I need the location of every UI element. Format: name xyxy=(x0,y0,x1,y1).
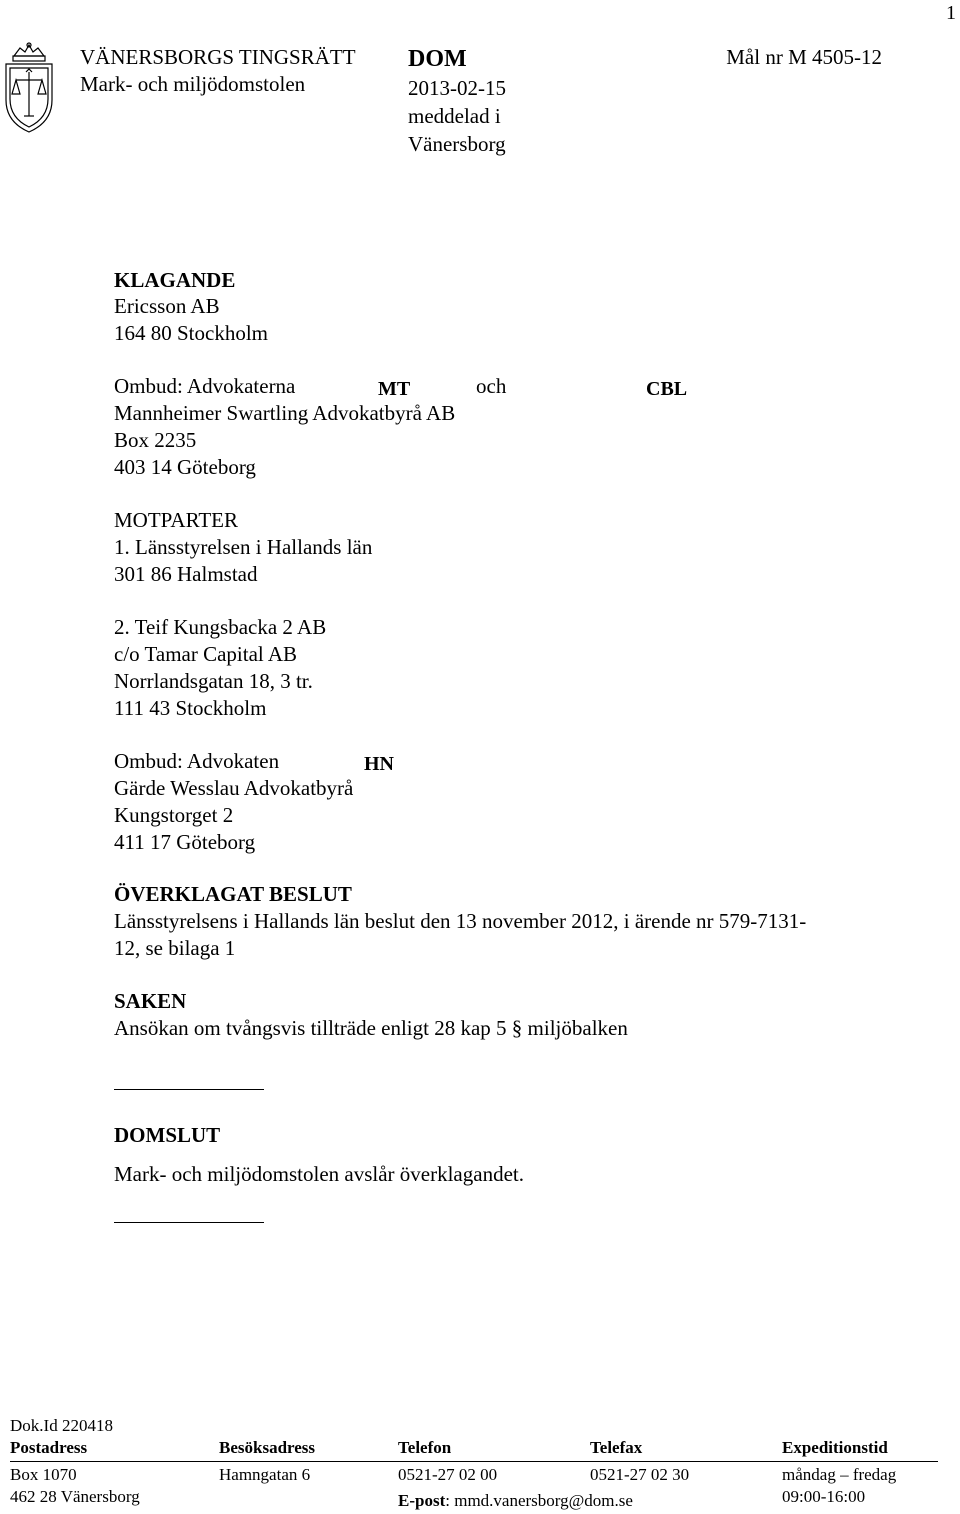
doc-delivered: meddelad i xyxy=(408,104,501,128)
footer-heading-telefon: Telefon xyxy=(398,1438,452,1457)
klagande-ombud-address xyxy=(114,400,455,481)
divider-line xyxy=(114,1222,264,1223)
doc-type: DOM xyxy=(408,46,467,72)
address-line: 301 86 Halmstad xyxy=(114,562,258,586)
court-name: VÄNERSBORGS TINGSRÄTT xyxy=(80,45,356,69)
address-line: 164 80 Stockholm xyxy=(114,321,269,345)
klagande-ombud-prefix: Ombud: Advokaterna xyxy=(114,374,296,398)
text-line: 12, se bilaga 1 xyxy=(114,936,236,960)
motpart-1 xyxy=(114,534,372,588)
overklagat-heading: ÖVERKLAGAT BESLUT xyxy=(114,882,352,906)
address-line: 111 43 Stockholm xyxy=(114,696,267,720)
case-number: Mål nr M 4505-12 xyxy=(726,45,882,69)
footer-besoksadress xyxy=(219,1464,310,1486)
footer-line: 0521-27 02 00 xyxy=(398,1465,498,1484)
page-number: 1 xyxy=(946,2,956,24)
klagande-ombud-initials-1: MT xyxy=(378,378,411,400)
footer-line: 09:00-16:00 xyxy=(782,1487,866,1506)
footer-expeditionstid xyxy=(782,1464,896,1508)
footer-heading-postadress: Postadress xyxy=(10,1438,88,1457)
saken-heading: SAKEN xyxy=(114,989,187,1013)
footer-line: 0521-27 02 30 xyxy=(590,1465,690,1484)
motpart-ombud-prefix: Ombud: Advokaten xyxy=(114,749,280,773)
footer-heading-telefax: Telefax xyxy=(590,1438,643,1457)
address-line: 411 17 Göteborg xyxy=(114,830,256,854)
footer-line: Box 1070 xyxy=(10,1465,77,1484)
address-line: Ericsson AB xyxy=(114,294,220,318)
motparter-heading: MOTPARTER xyxy=(114,508,238,532)
divider-line xyxy=(114,1089,264,1090)
doc-date: 2013-02-15 xyxy=(408,76,506,100)
saken-text: Ansökan om tvångsvis tillträde enligt 28 kap 5 § miljöbalken xyxy=(114,1016,628,1040)
footer-heading-besoksadress: Besöksadress xyxy=(219,1438,316,1457)
address-line: 2. Teif Kungsbacka 2 AB xyxy=(114,615,327,639)
dok-id: Dok.Id 220418 xyxy=(10,1416,113,1435)
motpart-ombud-address xyxy=(114,775,353,856)
address-line: Box 2235 xyxy=(114,428,197,452)
footer-postadress xyxy=(10,1464,140,1508)
klagande-ombud-och: och xyxy=(476,374,507,398)
court-seal-icon xyxy=(0,42,58,134)
overklagat-text xyxy=(114,908,806,962)
klagande-heading: KLAGANDE xyxy=(114,268,236,292)
footer-rule xyxy=(10,1461,938,1462)
footer-line: Hamngatan 6 xyxy=(219,1465,311,1484)
footer-telefax xyxy=(590,1464,689,1486)
footer-line: 462 28 Vänersborg xyxy=(10,1487,140,1506)
court-division: Mark- och miljödomstolen xyxy=(80,72,306,96)
motpart-ombud-initials: HN xyxy=(364,753,394,775)
doc-place: Vänersborg xyxy=(408,132,506,156)
address-line: Mannheimer Swartling Advokatbyrå AB xyxy=(114,401,456,425)
email-address: mmd.vanersborg@dom.se xyxy=(454,1491,633,1510)
klagande-address xyxy=(114,293,268,347)
address-line: Gärde Wesslau Advokatbyrå xyxy=(114,776,354,800)
text-line: Länsstyrelsens i Hallands län beslut den 13 november 2012, i ärende nr 579-7131- xyxy=(114,909,807,933)
footer-email: E-post: mmd.vanersborg@dom.se xyxy=(398,1491,633,1510)
domslut-heading: DOMSLUT xyxy=(114,1123,221,1147)
footer-telefon xyxy=(398,1464,497,1486)
klagande-ombud-initials-2: CBL xyxy=(646,378,688,400)
address-line: Norrlandsgatan 18, 3 tr. xyxy=(114,669,313,693)
footer-line: måndag – fredag xyxy=(782,1465,897,1484)
address-line: c/o Tamar Capital AB xyxy=(114,642,298,666)
address-line: Kungstorget 2 xyxy=(114,803,234,827)
motpart-2 xyxy=(114,614,326,722)
domslut-text: Mark- och miljödomstolen avslår överklagandet. xyxy=(114,1162,524,1186)
address-line: 1. Länsstyrelsen i Hallands län xyxy=(114,535,373,559)
address-line: 403 14 Göteborg xyxy=(114,455,256,479)
footer-heading-expeditionstid: Expeditionstid xyxy=(782,1438,888,1457)
email-label: E-post xyxy=(398,1491,446,1510)
